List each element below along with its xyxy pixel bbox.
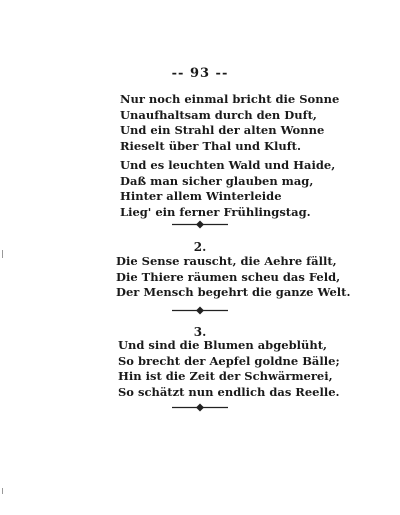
scan-edge-mark [2,488,3,494]
verse-line: Der Mensch begehrt die ganze Welt. [116,285,351,299]
stanza-2 [120,158,335,220]
verse-line: So brecht der Aepfel goldne Bälle; [118,353,340,368]
section-number-2: 2. [193,240,207,254]
verse-line: Hinter allem Winterleide [120,189,282,203]
verse-line: Und ein Strahl der alten Wonne [120,123,325,137]
ornament-divider [170,306,230,315]
ornament-divider [170,403,230,412]
verse-line: Und sind die Blumen abgeblüht, [118,338,328,352]
page-number: -- 93 -- [171,66,229,81]
verse-line: Hin ist die Zeit der Schwärmerei, [118,369,333,383]
verse-line: Und es leuchten Wald und Haide, [120,158,336,172]
verse-line: Nur noch einmal bricht die Sonne [120,92,340,106]
verse-line: Die Sense rauscht, die Aehre fällt, [116,254,337,268]
stanza-3 [116,254,350,301]
verse-line: So schätzt nun endlich das Reelle. [118,384,340,399]
verse-line: Daß man sicher glauben mag, [120,173,314,188]
verse-line: Rieselt über Thal und Kluft. [120,138,301,153]
section-number-3: 3. [193,325,207,339]
verse-line: Lieg' ein ferner Frühlingstag. [120,204,311,219]
verse-line: Die Thiere räumen scheu das Feld, [116,269,341,284]
stanza-4 [118,338,340,400]
verse-line: Unaufhaltsam durch den Duft, [120,107,317,122]
ornament-divider [170,220,230,229]
scan-edge-mark [2,250,3,258]
stanza-1 [120,92,339,154]
